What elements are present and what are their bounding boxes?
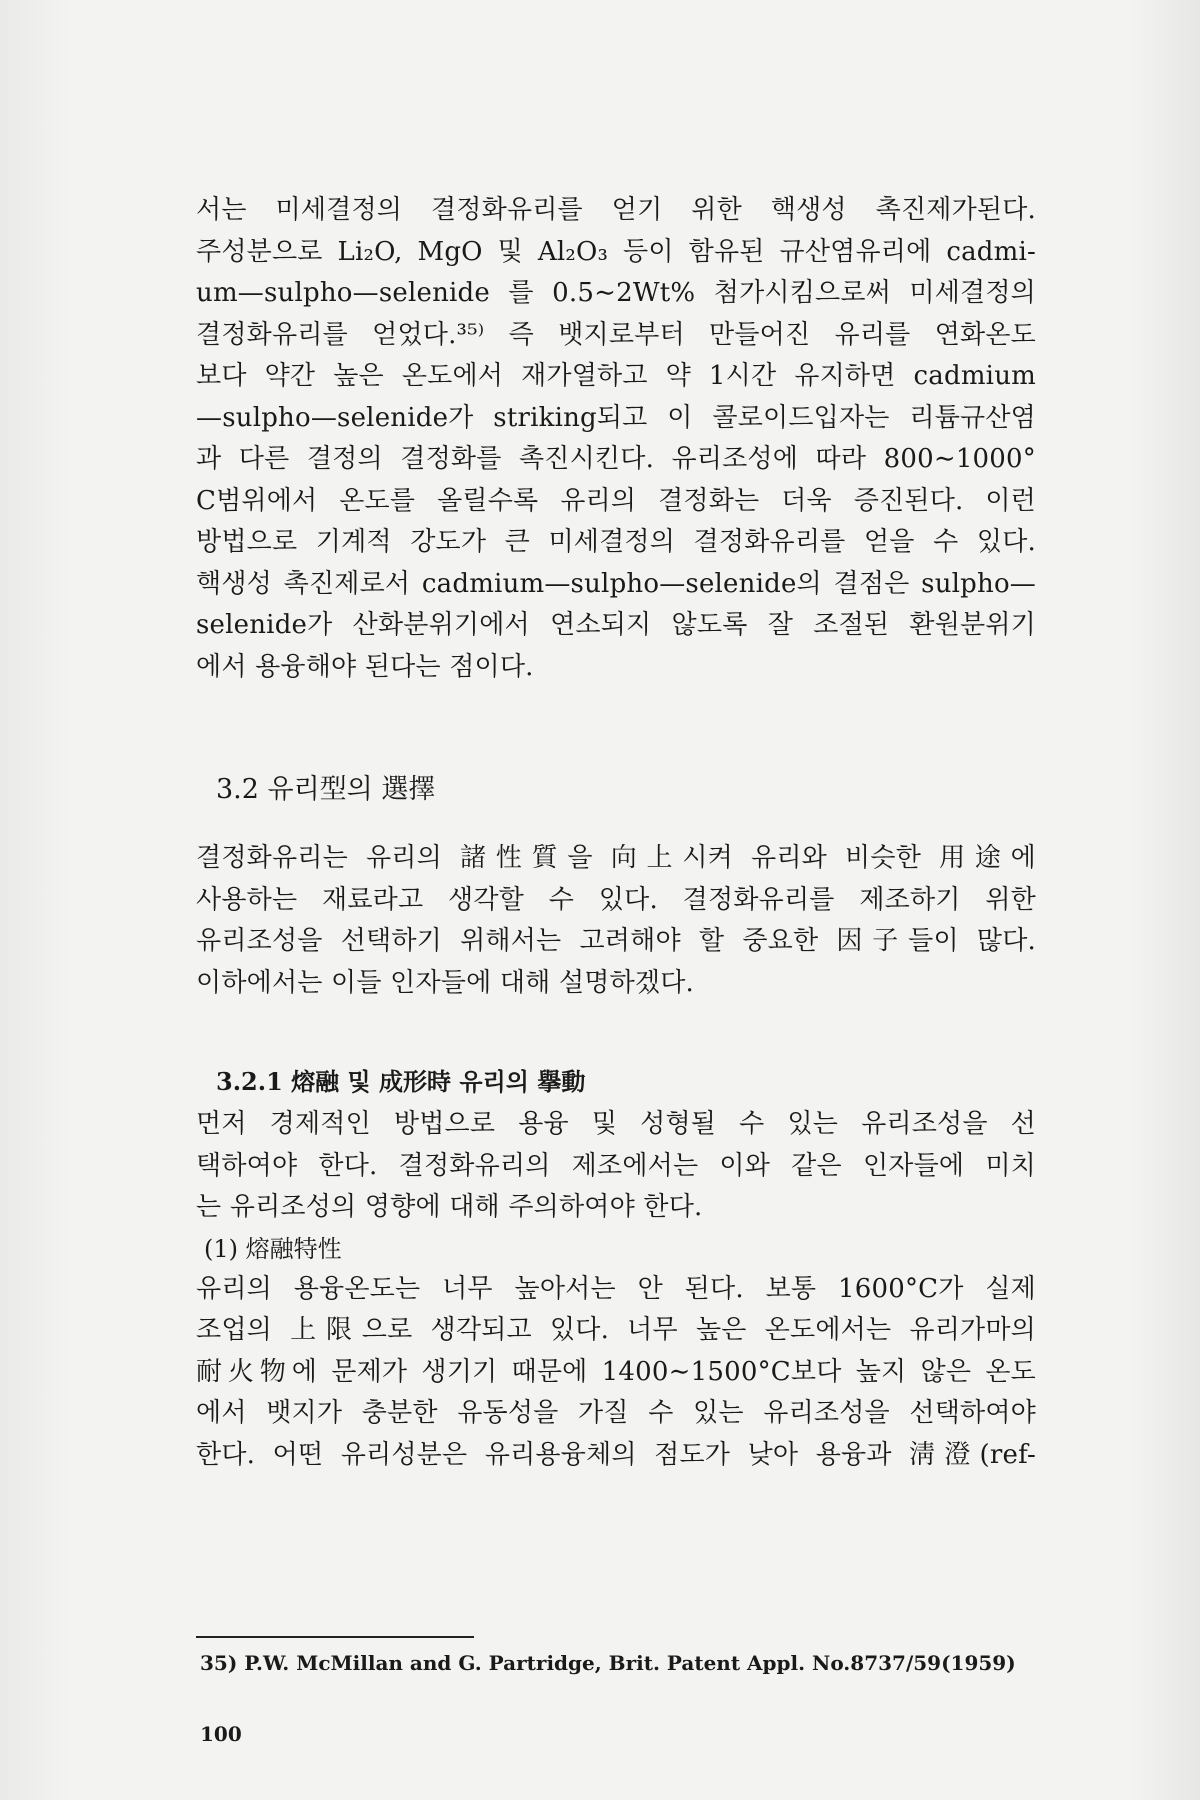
text-line: —sulpho—selenide가 striking되고 이 콜로이드입자는 리튬규산염 — [196, 402, 1036, 433]
text-line: 한다. 어떤 유리성분은 유리용융체의 점도가 낮아 용융과 淸澄(ref- — [196, 1439, 1036, 1470]
left-shadow — [0, 0, 70, 1800]
text-line: 에서 뱃지가 충분한 유동성을 가질 수 있는 유리조성을 선택하여야 — [196, 1398, 1036, 1428]
section-3-paragraph — [196, 1104, 1036, 1476]
text-line: 택하여야 한다. 결정화유리의 제조에서는 이와 같은 인자들에 미치 — [196, 1150, 1036, 1181]
text-line: C범위에서 온도를 올릴수록 유리의 결정화는 더욱 증진된다. 이런 — [196, 485, 1036, 516]
text-line: 결정화유리는 유리의 諸性質을 向上시켜 유리와 비슷한 用途에 — [196, 843, 1036, 873]
text-line: 는 유리조성의 영향에 대해 주의하여야 한다. — [196, 1192, 703, 1222]
text-line: 耐火物에 문제가 생기기 때문에 1400∼1500°C보다 높지 않은 온도 — [196, 1356, 1036, 1387]
text-line: um—sulpho—selenide 를 0.5∼2Wt% 첨가시킴으로써 미세결정의 — [196, 278, 1036, 308]
text-line: 방법으로 기계적 강도가 큰 미세결정의 결정화유리를 얻을 수 있다. — [196, 527, 1036, 557]
text-line: 결정화유리를 얻었다.³⁵⁾ 즉 뱃지로부터 만들어진 유리를 연화온도 — [196, 319, 1036, 350]
text-line: 서는 미세결정의 결정화유리를 얻기 위한 핵생성 촉진제가된다. — [196, 195, 1036, 225]
text-line: 조업의 上限으로 생각되고 있다. 너무 높은 온도에서는 유리가마의 — [196, 1315, 1036, 1345]
subheading-melting-characteristics: (1) 熔融特性 — [204, 1234, 342, 1263]
footnote: 35) P.W. McMillan and G. Partridge, Brit. Patent Appl. No.8737/59(1959) — [200, 1651, 1016, 1675]
section-heading-3-2-1: 3.2.1 熔融 및 成形時 유리의 擧動 — [216, 1067, 586, 1096]
text-line: 에서 용융해야 된다는 점이다. — [196, 651, 534, 682]
page-number: 100 — [200, 1722, 242, 1746]
text-line: 사용하는 재료라고 생각할 수 있다. 결정화유리를 제조하기 위한 — [196, 884, 1036, 915]
section-2-paragraph — [196, 838, 1036, 1004]
text-line: 먼저 경제적인 방법으로 용융 및 성형될 수 있는 유리조성을 선 — [196, 1109, 1036, 1139]
text-line: selenide가 산화분위기에서 연소되지 않도록 잘 조절된 환원분위기 — [196, 610, 1036, 640]
text-line: 이하에서는 이들 인자들에 대해 설명하겠다. — [196, 967, 695, 998]
text-line: 주성분으로 Li₂O, MgO 및 Al₂O₃ 등이 함유된 규산염유리에 cadmi- — [196, 236, 1036, 267]
right-shadow — [1130, 0, 1200, 1800]
text-line: 유리조성을 선택하기 위해서는 고려해야 할 중요한 因子들이 많다. — [196, 926, 1036, 956]
footnote-rule — [196, 1636, 474, 1638]
text-line: 핵생성 촉진제로서 cadmium—sulpho—selenide의 결점은 sulpho— — [196, 568, 1036, 599]
section-heading-3-2: 3.2 유리型의 選擇 — [216, 774, 436, 805]
text-line: 과 다른 결정의 결정화를 촉진시킨다. 유리조성에 따라 800∼1000° — [196, 444, 1036, 474]
section-1-paragraph — [196, 190, 1036, 688]
text-line: 보다 약간 높은 온도에서 재가열하고 약 1시간 유지하면 cadmium — [196, 361, 1036, 391]
text-line: 유리의 용융온도는 너무 높아서는 안 된다. 보통 1600°C가 실제 — [196, 1273, 1036, 1304]
